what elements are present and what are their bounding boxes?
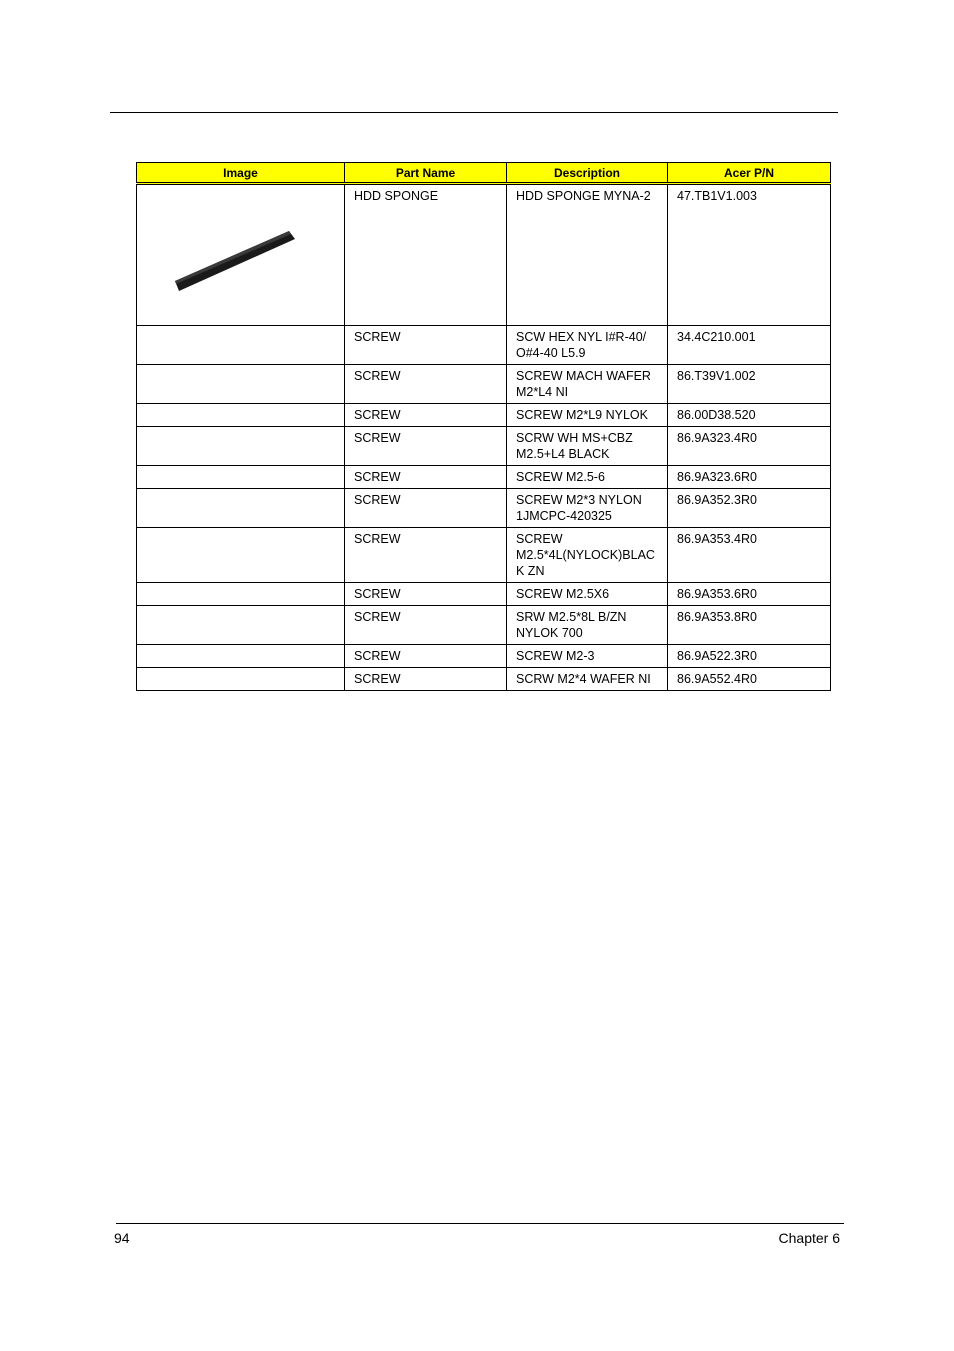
part-name-cell: HDD SPONGE bbox=[345, 184, 507, 326]
acer-pn-cell: 86.9A552.4R0 bbox=[668, 668, 831, 691]
part-name-cell: SCREW bbox=[345, 466, 507, 489]
acer-pn-cell: 86.9A522.3R0 bbox=[668, 645, 831, 668]
description-cell: HDD SPONGE MYNA-2 bbox=[507, 184, 668, 326]
header-acer-pn: Acer P/N bbox=[668, 163, 831, 184]
part-name-cell: SCREW bbox=[345, 326, 507, 365]
table-row bbox=[137, 184, 831, 326]
description-cell: SCREW M2.5X6 bbox=[507, 583, 668, 606]
table-row bbox=[137, 365, 831, 404]
acer-pn-cell: 86.9A353.6R0 bbox=[668, 583, 831, 606]
description-cell: SCREW M2*L9 NYLOK bbox=[507, 404, 668, 427]
description-cell: SCRW M2*4 WAFER NI bbox=[507, 668, 668, 691]
table-row bbox=[137, 466, 831, 489]
description-cell: SCREW M2.5*4L(NYLOCK)BLACK ZN bbox=[507, 528, 668, 583]
description-cell: SCREW MACH WAFER M2*L4 NI bbox=[507, 365, 668, 404]
acer-pn-cell: 86.T39V1.002 bbox=[668, 365, 831, 404]
image-cell bbox=[137, 528, 345, 583]
header-image: Image bbox=[137, 163, 345, 184]
table-row bbox=[137, 528, 831, 583]
table-row bbox=[137, 427, 831, 466]
header-part-name: Part Name bbox=[345, 163, 507, 184]
part-name-cell: SCREW bbox=[345, 365, 507, 404]
part-name-cell: SCREW bbox=[345, 583, 507, 606]
table-row bbox=[137, 606, 831, 645]
table-row bbox=[137, 583, 831, 606]
acer-pn-cell: 86.9A323.4R0 bbox=[668, 427, 831, 466]
table-header-row bbox=[137, 163, 831, 184]
table-row bbox=[137, 326, 831, 365]
table-row bbox=[137, 489, 831, 528]
description-cell: SCREW M2-3 bbox=[507, 645, 668, 668]
acer-pn-cell: 86.9A353.8R0 bbox=[668, 606, 831, 645]
header-rule bbox=[110, 112, 838, 113]
image-cell bbox=[137, 326, 345, 365]
chapter-label: Chapter 6 bbox=[778, 1230, 840, 1246]
image-cell bbox=[137, 606, 345, 645]
image-cell bbox=[137, 668, 345, 691]
part-name-cell: SCREW bbox=[345, 427, 507, 466]
parts-table bbox=[136, 162, 831, 691]
image-cell bbox=[137, 184, 345, 326]
part-name-cell: SCREW bbox=[345, 645, 507, 668]
image-cell bbox=[137, 365, 345, 404]
image-cell bbox=[137, 645, 345, 668]
image-cell bbox=[137, 427, 345, 466]
acer-pn-cell: 86.00D38.520 bbox=[668, 404, 831, 427]
part-name-cell: SCREW bbox=[345, 404, 507, 427]
description-cell: SCREW M2.5-6 bbox=[507, 466, 668, 489]
acer-pn-cell: 34.4C210.001 bbox=[668, 326, 831, 365]
part-name-cell: SCREW bbox=[345, 489, 507, 528]
acer-pn-cell: 86.9A353.4R0 bbox=[668, 528, 831, 583]
image-cell bbox=[137, 489, 345, 528]
description-cell: SCW HEX NYL I#R-40/ O#4-40 L5.9 bbox=[507, 326, 668, 365]
description-cell: SRW M2.5*8L B/ZN NYLOK 700 bbox=[507, 606, 668, 645]
header-description: Description bbox=[507, 163, 668, 184]
acer-pn-cell: 47.TB1V1.003 bbox=[668, 184, 831, 326]
image-cell bbox=[137, 583, 345, 606]
table-row bbox=[137, 668, 831, 691]
table-row bbox=[137, 404, 831, 427]
table-row bbox=[137, 645, 831, 668]
page-number: 94 bbox=[114, 1230, 130, 1246]
part-name-cell: SCREW bbox=[345, 606, 507, 645]
image-cell bbox=[137, 466, 345, 489]
footer-rule bbox=[116, 1223, 844, 1224]
part-name-cell: SCREW bbox=[345, 668, 507, 691]
acer-pn-cell: 86.9A323.6R0 bbox=[668, 466, 831, 489]
part-name-cell: SCREW bbox=[345, 528, 507, 583]
acer-pn-cell: 86.9A352.3R0 bbox=[668, 489, 831, 528]
image-cell bbox=[137, 404, 345, 427]
description-cell: SCREW M2*3 NYLON 1JMCPC-420325 bbox=[507, 489, 668, 528]
description-cell: SCRW WH MS+CBZ M2.5+L4 BLACK bbox=[507, 427, 668, 466]
hdd-sponge-image bbox=[171, 229, 301, 299]
